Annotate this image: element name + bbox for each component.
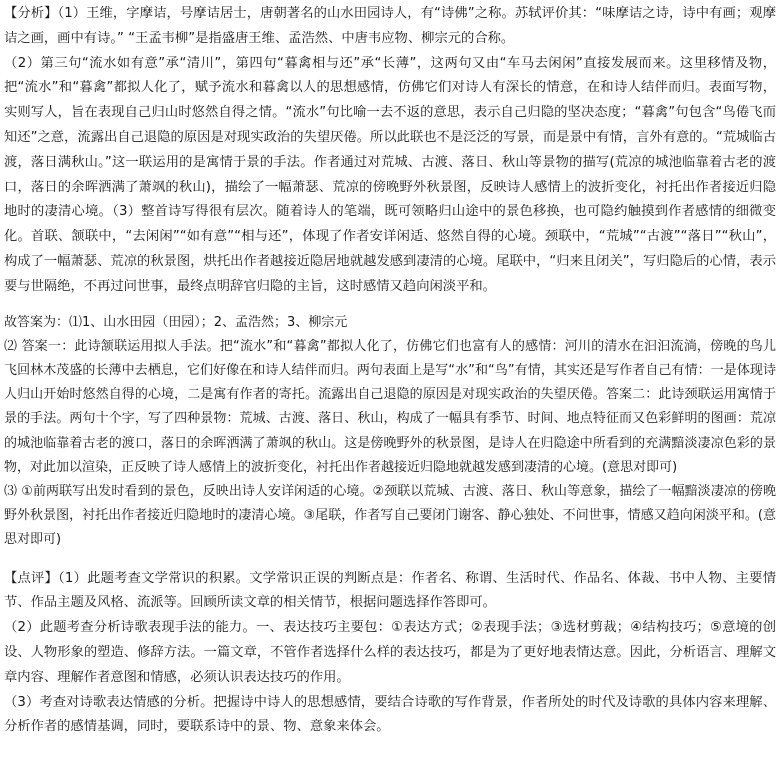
answer-3: ⑶ ①前两联写出发时看到的景色，反映出诗人安详闲适的心境。②颈联以荒城、古渡、落日、秋山等意象，描绘了一幅黯淡凄凉的傍晚野外秋景图，衬托出作者接近归隐地时的凄清心境。③尾联，作者写自己要闭门谢客、静心独处、不问世事，情感又趋向闲淡平和。(意思对即可) (4, 483, 776, 548)
section-gap (4, 553, 776, 567)
section-gap (4, 300, 776, 311)
analysis-paragraph-2: （2）第三句“流水如有意”承“清川”，第四句“暮禽相与还”承“长薄”，这两句又由“车马去闲闲”直接发展而来。这里移情及物，把“流水”和“暮禽”都拟人化了，赋予流水和暮禽以人的思想感情，仿佛它们对诗人有深长的情意，在和诗人结伴而归。表面写物，实则写人，旨在表现自己归山时悠然自得之情。“流水”句比喻一去不返的意思，表示自己归隐的坚决态度；“暮禽”句包含“鸟倦飞而知还”之意，流露出自己退隐的原因是对现实政治的失望厌倦。所以此联也不是泛泛的写景，而是景中有情，言外有意的。“荒城临古渡，落日满秋山。”这一联运用的是寓情于景的手法。作者通过对荒城、古渡、落日、秋山等景物的描写(荒凉的城池临靠着古老的渡口，落日的余晖洒满了萧飒的秋山)，描绘了一幅萧瑟、荒凉的傍晚野外秋景图，反映诗人感情上的波折变化，衬托出作者接近归隐地时的凄清心境。（3）整首诗写得很有层次。随着诗人的笔端，既可领略归山途中的景色移换，也可隐约触摸到作者感情的细微变化。首联、颔联中，“去闲闲”“如有意”“相与还”，体现了作者安详闲适、悠然自得的心境。颈联中，“荒城”“古渡”“落日”“秋山”，构成了一幅萧瑟、荒凉的秋景图，烘托出作者越接近隐居地就越发感到凄清的心境。尾联中，“归来且闭关”，写归隐后的心情，表示要与世隔绝，不再过问世事，最终点明辞官归隐的主旨，这时感情又趋向闲淡平和。 (4, 55, 776, 294)
comment-paragraph-1: 【点评】（1）此题考查文学常识的积累。文学常识正误的判断点是：作者名、称谓、生活时代、作品名、体裁、书中人物、主要情节、作品主题及风格、流派等。回顾所读文章的相关情节，根据问题选择作答即可。 (4, 570, 776, 611)
comment-paragraph-3: （3）考查对诗歌表达情感的分析。把握诗中诗人的思想感情，要结合诗歌的写作背景，作者所处的时代及诗歌的具体内容来理解、分析作者的感情基调，同时，要联系诗中的景、物、意象来体会。 (4, 694, 776, 735)
analysis-paragraph-1: 【分析】（1）王维，字摩诘，号摩诘居士，唐朝著名的山水田园诗人，有“诗佛”之称。苏轼评价其：“味摩诘之诗，诗中有画；观摩诘之画，画中有诗。” “王孟韦柳”是指盛唐王维、孟浩然、中唐韦应物、柳宗元的合称。 (4, 6, 776, 46)
answer-1: 故答案为：⑴1、山水田园（田园）；2、孟浩然；3、柳宗元 (4, 314, 348, 330)
comment-paragraph-2: （2）此题考查分析诗歌表现手法的能力。一、表达技巧主要包：①表达方式；②表现手法；③选材剪裁；④结构技巧；⑤意境的创设、人物形象的塑造、修辞方法。一篇文章，不管作者选择什么样的表达技巧，都是为了更好地表情达意。因此，分析语言、理解文章内容、理解作者意图和情感，必须认识表达技巧的作用。 (4, 620, 776, 685)
answer-2: ⑵ 答案一：此诗颔联运用拟人手法。把“流水”和“暮禽”都拟人化了，仿佛它们也富有人的感情：河川的清水在汩汩流淌，傍晚的鸟儿飞回林木茂盛的长薄中去栖息，它们好像在和诗人结伴而归。两句表面上是写“水”和“鸟”有情，其实还是写作者自己有情：一是体现诗人归山开始时悠然自得的心境，二是寓有作者的寄托。流露出自己退隐的原因是对现实政治的失望厌倦。答案二：此诗颈联运用寓情于景的手法。两句十个字，写了四种景物：荒城、古渡、落日、秋山，构成了一幅具有季节、时间、地点特征而又色彩鲜明的图画：荒凉的城池临靠着古老的渡口，落日的余晖洒满了萧飒的秋山。这是傍晚野外的秋景图，是诗人在归隐途中所看到的充满黯淡凄凉色彩的景物，对此加以渲染，正反映了诗人感情上的波折变化，衬托出作者越接近归隐地就越发感到凄清的心境。(意思对即可) (4, 338, 776, 475)
